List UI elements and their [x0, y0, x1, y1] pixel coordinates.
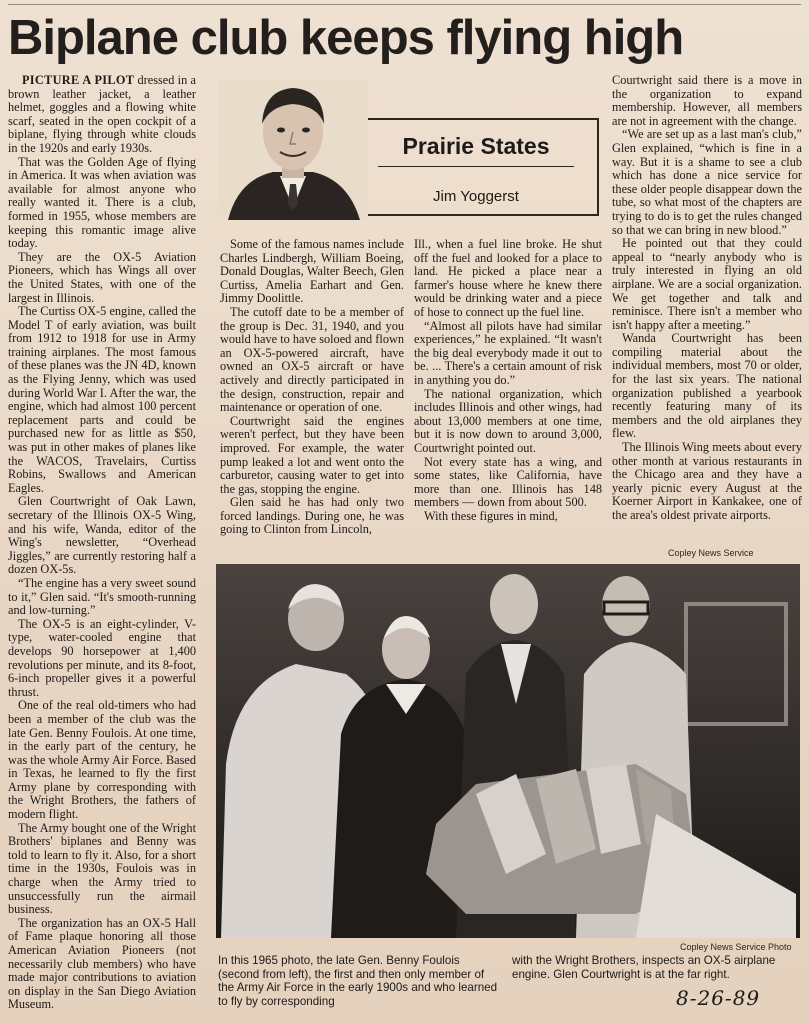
article-column-2: [220, 238, 404, 560]
paragraph: Not every state has a wing, and some states, like California, have more than one. Illinois has 148 members — down from about 500.: [414, 454, 602, 510]
paragraph: With these figures in mind,: [424, 508, 558, 523]
paragraph: The organization has an OX-5 Hall of Fame plaque honoring all those American Aviation Pioneers (not necessarily club members) who have made major contributions to aviation on display in the San Diego Aviation Museum.: [8, 915, 196, 1012]
columnist-portrait: [218, 80, 368, 220]
paragraph: The cutoff date to be a member of the group is Dec. 31, 1940, and you would have to have soloed and flown an OX-5-powered aircraft, have owned an OX-5 aircraft or have actively and directly participated in the design, construction, repair and maintenance or operation of one.: [220, 304, 404, 415]
paragraph: Glen said he has had only two forced landings. During one, he was going to Clinton from Lincoln,: [220, 495, 404, 537]
paragraph: That was the Golden Age of flying in America. It was when aviation was available for almost anyone who really wanted it. There is a club, formed in 1955, whose members are keeping this romantic image alive today.: [8, 154, 196, 251]
top-rule: [8, 4, 801, 5]
paragraph: He pointed out that they could appeal to “nearly anybody who is truly interested in flying an old airplane. We are a social organization. We get together and talk and reminisce. There isn't a member who isn't happy after a meeting.”: [612, 236, 802, 332]
paragraph: The Army bought one of the Wright Brothers' biplanes and Benny was told to learn to fly it. Also, for a short time in the 1930s, Foulois was in charge when the Army tried to unsuccessfully run the airmail business.: [8, 820, 196, 917]
news-photo: [216, 564, 800, 938]
paragraph: Courtwright said there is a move in the organization to expand membership. However, all members are not in agreement with the change.: [612, 74, 802, 128]
photo-credit: Copley News Service Photo: [680, 942, 792, 952]
paragraph: The OX-5 is an eight-cylinder, V-type, water-cooled engine that develops 90 horsepower at 1,400 revolutions per minute, and its 8-foot, 6-inch propeller gives it a powerful thrust.: [8, 616, 196, 699]
handwritten-date: 8-26-89: [676, 986, 761, 1010]
paragraph: Glen Courtwright of Oak Lawn, secretary of the Illinois OX-5 Wing, and his wife, Wanda, editor of the Wing's newsletter, “Overhead Jiggles,” are currently restoring half a dozen OX-5s.: [8, 494, 196, 577]
column-header: [218, 72, 602, 222]
lead-paragraph: [8, 74, 196, 156]
lead-caps: PICTURE A PILOT: [22, 74, 135, 87]
column-header-rule: [378, 166, 574, 167]
photo-caption-part-2: with the Wright Brothers, inspects an OX-5 airplane engine. Glen Courtwright is at the far right.: [512, 954, 776, 981]
photo-illustration: [216, 564, 800, 938]
column-title: Prairie States: [402, 133, 550, 159]
news-service-credit: Copley News Service: [668, 548, 754, 558]
paragraph: Some of the famous names include Charles Lindbergh, William Boeing, Donald Douglas, Walter Beech, Glen Curtiss, Amelia Earhart and Gen. Jimmy Doolittle.: [220, 238, 404, 306]
paragraph: Ill., when a fuel line broke. He shut off the fuel and looked for a place to land. He picked a place near a farmer's house where he knew there would be drinking water and a piece of hose to connect up the fuel line.: [414, 238, 602, 319]
article-column-3: [414, 238, 602, 560]
byline: Jim Yoggerst: [433, 188, 519, 205]
lead-text: dressed in a brown leather jacket, a leather helmet, goggles and a flowing white scarf, seated in the open cockpit of a biplane, flying through white clouds in the 1920s and early 1930s.: [8, 74, 196, 155]
paragraph: “We are set up as a last man's club,” Glen explained, “which is fine in a way. But it is a shame to see a club which has done a nice service for these older people disappear down the tube, so what most of the chapters are trying to do is to get the rules changed so that we can bring in new blood.”: [612, 127, 802, 237]
paragraph: Courtwright said the engines weren't perfect, but they have been improved. For example, the water pump leaked a lot and went onto the carburetor, causing water to get into the gas, stopping the engine.: [220, 413, 404, 496]
article-column-1: [8, 74, 196, 1014]
paragraph: They are the OX-5 Aviation Pioneers, which has Wings all over the United States, with one of the largest in Illinois.: [8, 249, 196, 305]
paragraph: One of the real old-timers who had been a member of the club was the late Gen. Benny Foulois. At one time, in the early part of the century, he was the whole Army Air Force. Based in Texas, he learned to fly the first Army plane by corresponding with the Wright Brothers, the fathers of modern flight.: [8, 698, 196, 822]
paragraph: “The engine has a very sweet sound to it,” Glen said. “It's smooth-running and low-turning.”: [8, 575, 196, 618]
paragraph: The Curtiss OX-5 engine, called the Model T of early aviation, was built from 1912 to 1918 for use in Army training airplanes. The most famous of these planes was the JN 4D, known as the Flying Jenny, which was used during World War I. After the war, the engine, which had almost 100 percent replacement parts and could be purchased new for as little as $50, was put in other makes of planes like the WACOS, Travelairs, Curtiss Robins, Swallows and American Eagles.: [8, 304, 196, 495]
article-column-4: [612, 74, 802, 560]
photo-caption-part-1: In this 1965 photo, the late Gen. Benny Foulois (second from left), the first and then only member of the Army Air Force in the early 1900s and who learned to fly by corresponding: [218, 954, 498, 1008]
paragraph: The Illinois Wing meets about every other month at various restaurants in the Chicago area and they have a yearly picnic every August at the Koerner Airport in Kankakee, one of the area's oldest private airports.: [612, 440, 802, 522]
headline: Biplane club keeps flying high: [8, 11, 684, 65]
paragraph: The national organization, which includes Illinois and other wings, had about 13,000 members at one time, but it is now down to around 3,000, Courtwright pointed out.: [414, 386, 602, 455]
paragraph: Wanda Courtwright has been compiling material about the individual members, most 70 or older, for the last six years. The national organization published a yearbook recently featuring many of its members and the old airplanes they flew.: [612, 331, 802, 441]
paragraph: “Almost all pilots have had similar experiences,” he explained. “It wasn't the big deal everybody made it out to be. ... There's a certain amount of risk in anything you do.”: [414, 318, 602, 387]
